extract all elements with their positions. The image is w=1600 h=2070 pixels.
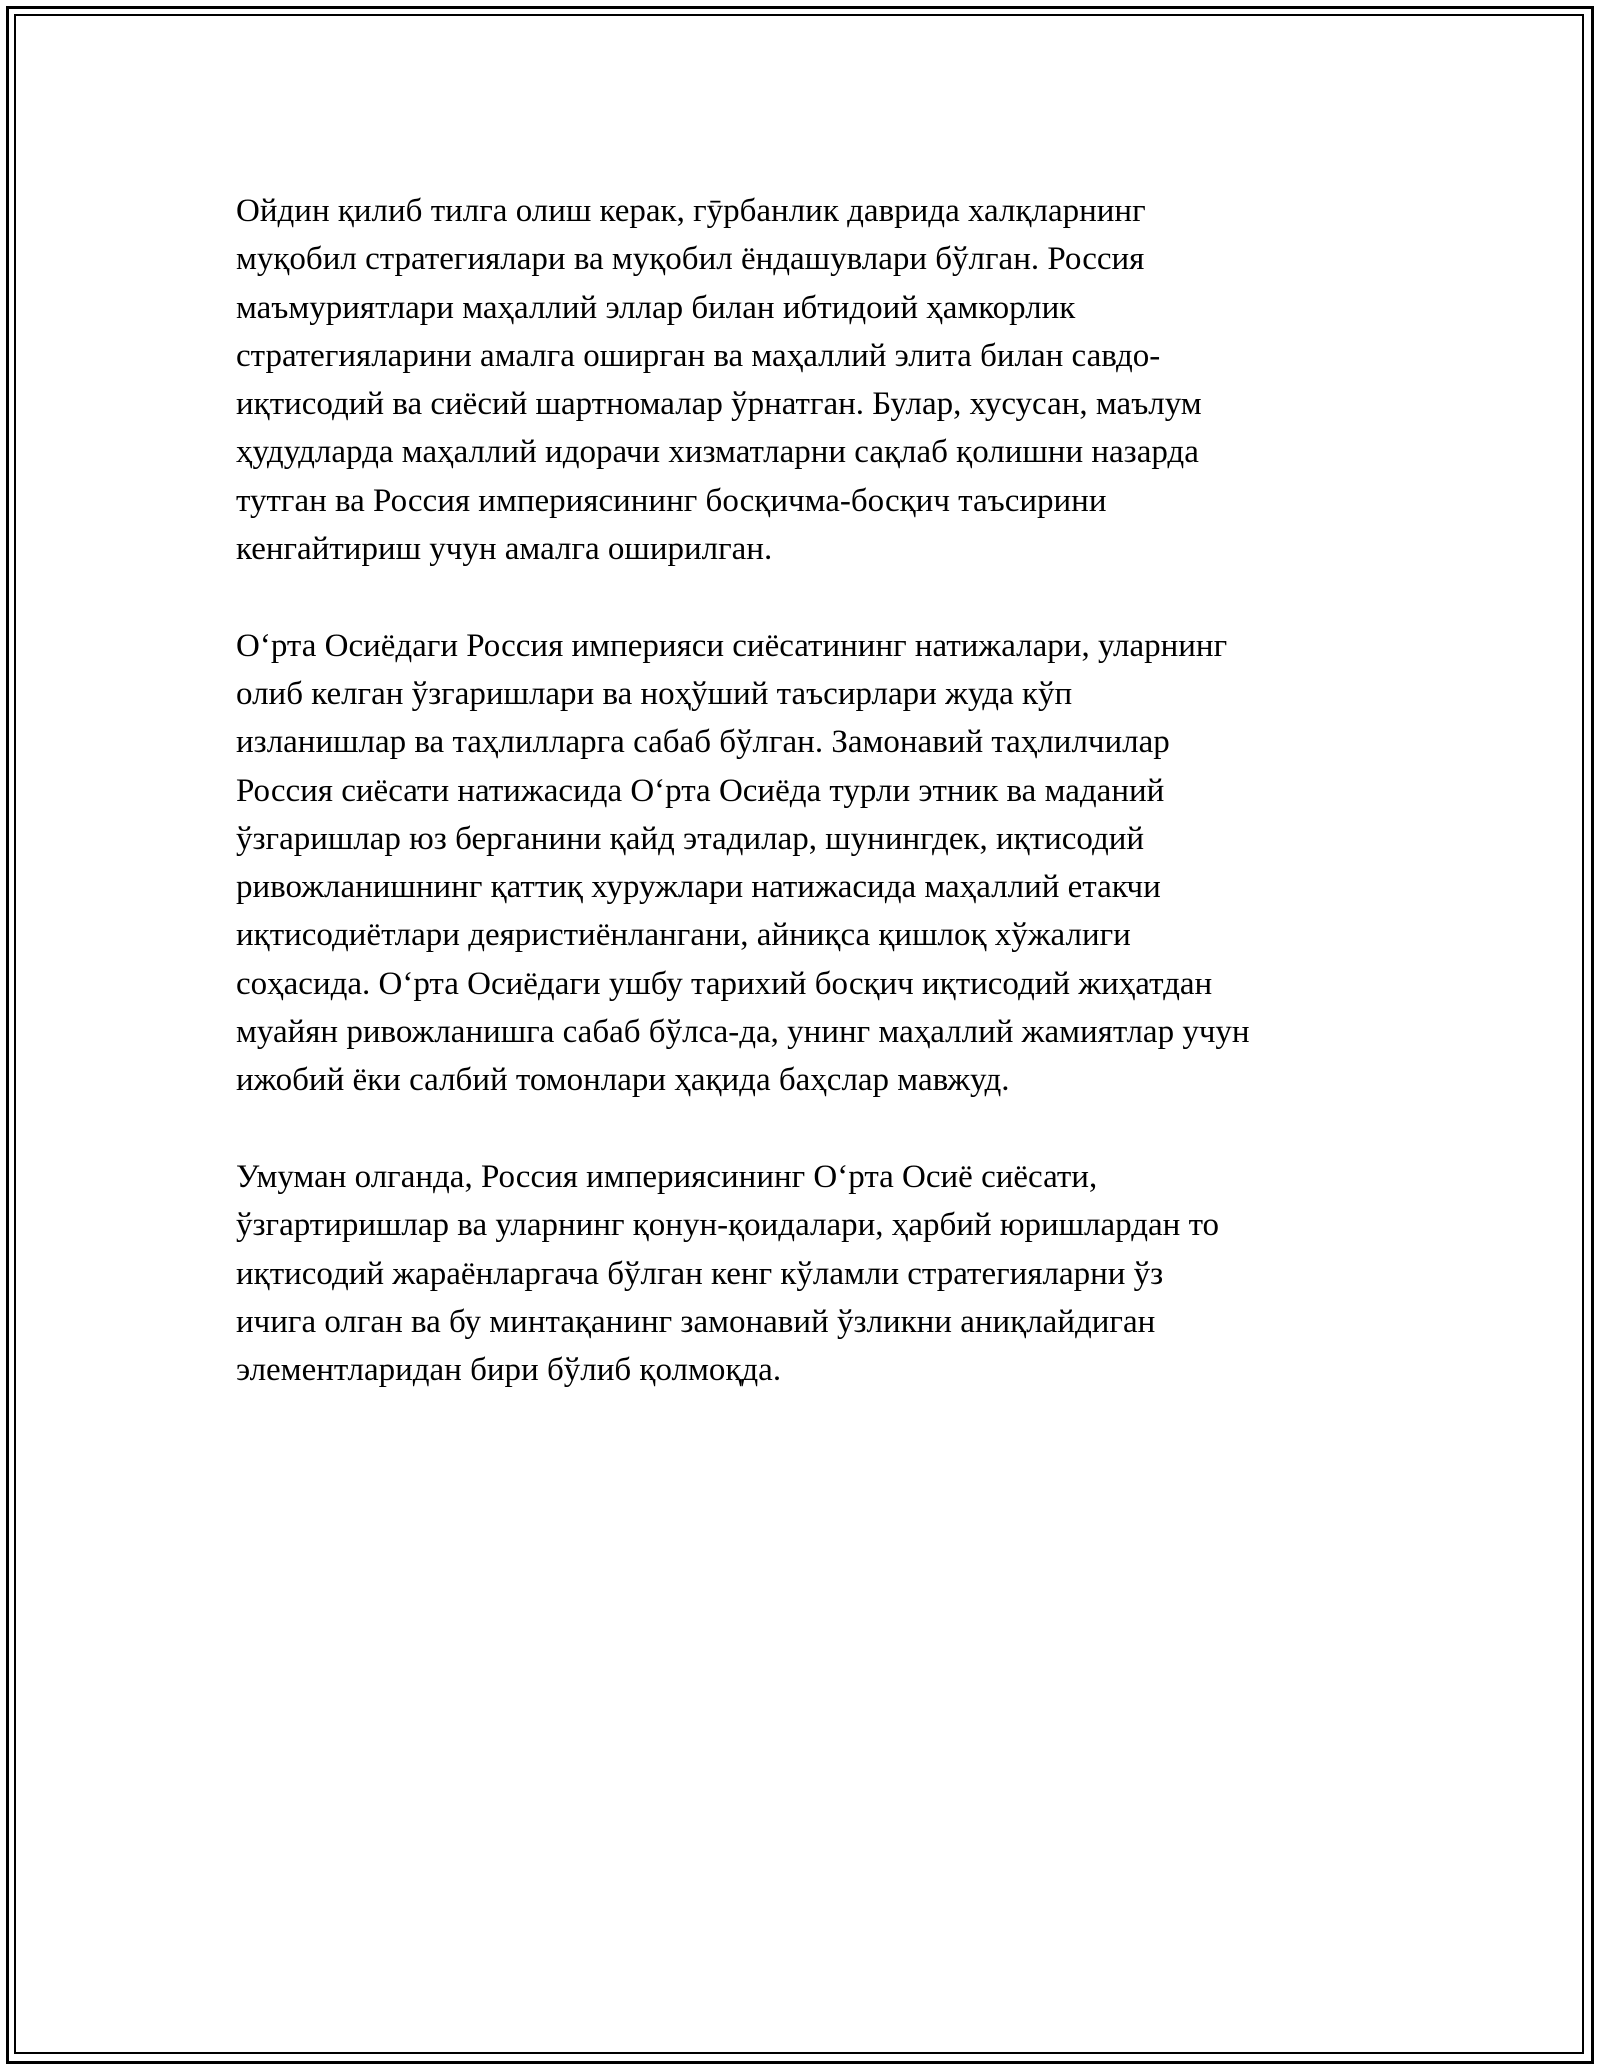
text-line: Россия сиёсати натижасида Оʻрта Осиёда турли этник ва маданий [236, 772, 1165, 809]
text-line: изланишлар ва таҳлилларга сабаб бўлган. Замонавий таҳлилчилар [236, 724, 1170, 761]
text-line: иқтисодий ва сиёсий шартномалар ўрнатган. Булар, хусусан, маълум [236, 386, 1202, 423]
text-line: олиб келган ўзгаришлари ва ноҳўший таъсирлари жуда кўп [236, 675, 1073, 712]
text-line: соҳасида. Оʻрта Осиёдаги ушбу тарихий босқич иқтисодий жиҳатдан [236, 965, 1213, 1002]
text-line: иқтисодий жараёнларгача бўлган кенг кўламли стратегияларни ўз [236, 1255, 1164, 1292]
text-line: ҳудудларда маҳаллий идорачи хизматларни сақлаб қолишни назарда [236, 434, 1199, 471]
paragraph-1 [236, 187, 1366, 573]
text-line: стратегияларини амалга оширган ва маҳаллий элита билан савдо- [236, 337, 1161, 374]
text-line: ривожланишнинг қаттиқ хуружлари натижасида маҳаллий етакчи [236, 869, 1161, 906]
text-line: маъмуриятлари маҳаллий эллар билан ибтидоий ҳамкорлик [236, 289, 1076, 326]
text-line: Умуман олганда, Россия империясининг Оʻрта Осиё сиёсати, [236, 1158, 1098, 1195]
text-line: элементларидан бири бўлиб қолмоқда. [236, 1352, 782, 1389]
text-line: ичига олган ва бу минтақанинг замонавий ўзликни аниқлайдиган [236, 1303, 1156, 1340]
text-line: муқобил стратегиялари ва муқобил ёндашувлари бўлган. Россия [236, 241, 1145, 278]
text-line: иқтисодиётлари деяристиёнлангани, айниқса қишлоқ хўжалиги [236, 917, 1131, 954]
text-line: Оʻрта Осиёдаги Россия империяси сиёсатининг натижалари, уларнинг [236, 627, 1228, 664]
text-line: Ойдин қилиб тилга олиш керак, гӯрбанлик даврида халқларнинг [236, 193, 1146, 229]
text-line: тутган ва Россия империясининг босқичма-босқич таъсирини [236, 482, 1107, 519]
text-line: муайян ривожланишга сабаб бўлса-да, унинг маҳаллий жамиятлар учун [236, 1014, 1250, 1051]
text-line: ижобий ёки салбий томонлари ҳақида баҳслар мавжуд. [236, 1062, 1010, 1099]
text-line: кенгайтириш учун амалга оширилган. [236, 531, 773, 568]
paragraph-3 [236, 1153, 1366, 1394]
document-body [236, 187, 1366, 1443]
text-line: ўзгартиришлар ва уларнинг қонун-қоидалари, ҳарбий юришлардан то [236, 1207, 1220, 1244]
paragraph-2 [236, 622, 1366, 1105]
text-line: ўзгаришлар юз берганини қайд этадилар, шунингдек, иқтисодий [236, 820, 1145, 857]
